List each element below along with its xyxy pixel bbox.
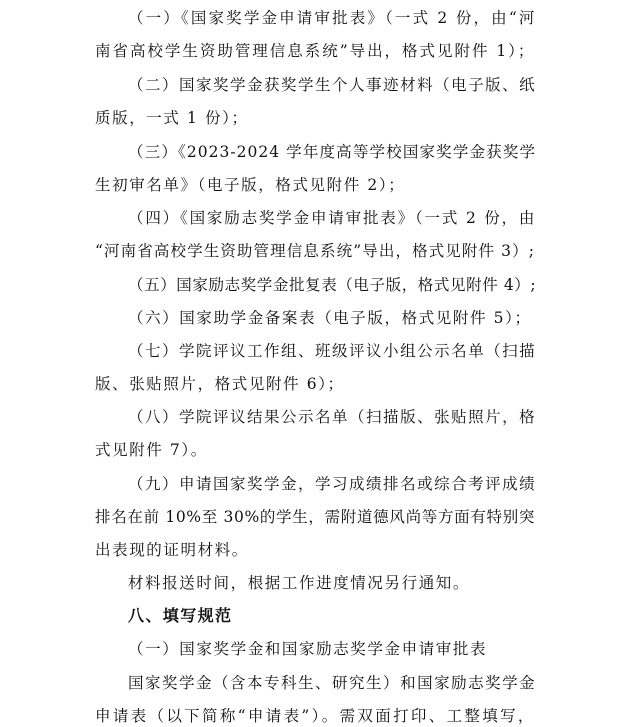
text-line: 国家奖学金（含本专科生、研究生）和国家励志奖学金 bbox=[128, 674, 536, 692]
text-line: 版、张贴照片，格式见附件 6）； bbox=[95, 375, 345, 393]
text-line: （三）《2023-2024 学年度高等学校国家奖学金获奖学 bbox=[128, 143, 536, 161]
subsection-heading: （一）国家奖学金和国家励志奖学金申请审批表 bbox=[128, 640, 488, 658]
text-line: 出表现的证明材料。 bbox=[95, 541, 249, 559]
text-line: 申请表（以下简称“申请表”）。需双面打印、工整填写， bbox=[95, 707, 535, 725]
text-line: （七）学院评议工作组、班级评议小组公示名单（扫描 bbox=[128, 342, 536, 360]
text-line: （九）申请国家奖学金，学习成绩排名或综合考评成绩 bbox=[128, 475, 536, 493]
text-line: 材料报送时间，根据工作进度情况另行通知。 bbox=[128, 574, 471, 592]
text-line: （二）国家奖学金获奖学生个人事迹材料（电子版、纸 bbox=[128, 76, 536, 94]
text-line: 质版，一式 1 份）； bbox=[95, 109, 249, 127]
text-line: 生初审名单》（电子版，格式见附件 2）； bbox=[95, 176, 406, 194]
text-line: 式见附件 7）。 bbox=[95, 441, 208, 459]
text-line: （四）《国家励志奖学金申请审批表》（一式 2 份，由 bbox=[128, 209, 536, 227]
text-line: （一）《国家奖学金申请审批表》（一式 2 份，由“河 bbox=[128, 9, 536, 27]
section-heading: 八、填写规范 bbox=[128, 606, 233, 625]
text-line: （八）学院评议结果公示名单（扫描版、张贴照片，格 bbox=[128, 408, 536, 426]
text-line: 排名在前 10%至 30%的学生，需附道德风尚等方面有特别突 bbox=[95, 508, 535, 526]
text-line: 南省高校学生资助管理信息系统”导出，格式见附件 1）； bbox=[95, 42, 535, 60]
text-line: （六）国家助学金备案表（电子版，格式见附件 5）； bbox=[128, 309, 532, 327]
text-line: （五）国家励志奖学金批复表（电子版，格式见附件 4）; bbox=[128, 276, 537, 294]
text-line: “河南省高校学生资助管理信息系统”导出，格式见附件 3）; bbox=[95, 242, 535, 260]
